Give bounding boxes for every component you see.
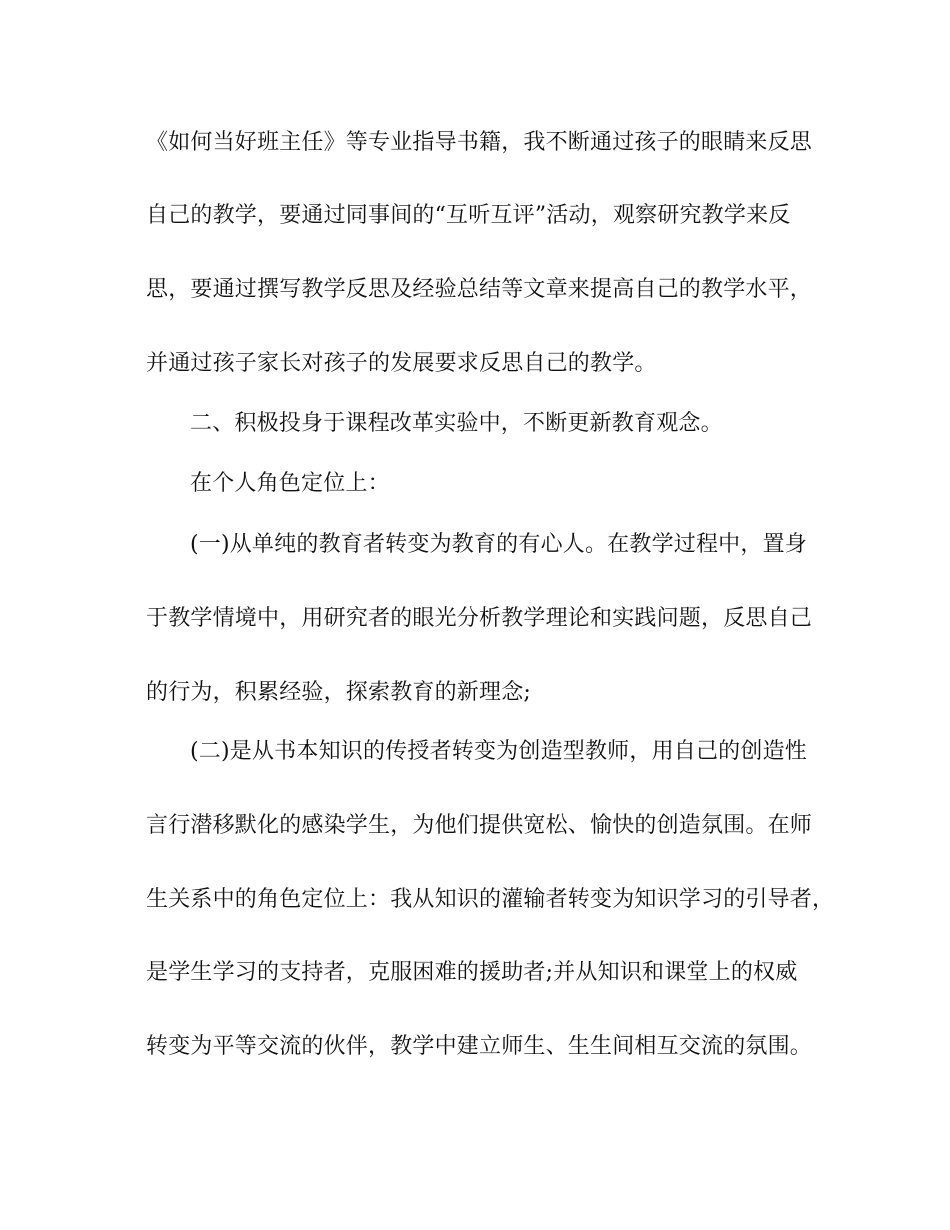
paragraph-line: 自己的教学，要通过同事间的“互听互评”活动，观察研究教学来反 [146,203,791,228]
paragraph-line: 是学生学习的支持者，克服困难的援助者;并从知识和课堂上的权威 [146,960,798,985]
paragraph-line: 思，要通过撰写教学反思及经验总结等文章来提高自己的教学水平， [146,277,813,302]
paragraph-line: 于教学情境中，用研究者的眼光分析教学理论和实践问题，反思自己 [146,606,813,631]
list-item-line: (二)是从书本知识的传授者转变为创造型教师，用自己的创造性 [190,739,807,764]
paragraph-line: 转变为平等交流的伙伴，教学中建立师生、生生间相互交流的氛围。 [146,1034,813,1059]
section-heading: 二、积极投身于课程改革实验中，不断更新教育观念。 [190,411,723,436]
paragraph-line: 生关系中的角色定位上：我从知识的灌输者转变为知识学习的引导者， [146,887,835,912]
paragraph-line: 在个人角色定位上： [190,471,390,496]
paragraph-line: 的行为，积累经验，探索教育的新理念; [146,680,532,705]
paragraph-line: 《如何当好班主任》等专业指导书籍，我不断通过孩子的眼睛来反思 [146,130,813,155]
paragraph-line: 言行潜移默化的感染学生，为他们提供宽松、愉快的创造氛围。在师 [146,813,813,838]
list-item-line: (一)从单纯的教育者转变为教育的有心人。在教学过程中，置身 [190,532,807,557]
paragraph-line: 并通过孩子家长对孩子的发展要求反思自己的教学。 [146,351,657,376]
